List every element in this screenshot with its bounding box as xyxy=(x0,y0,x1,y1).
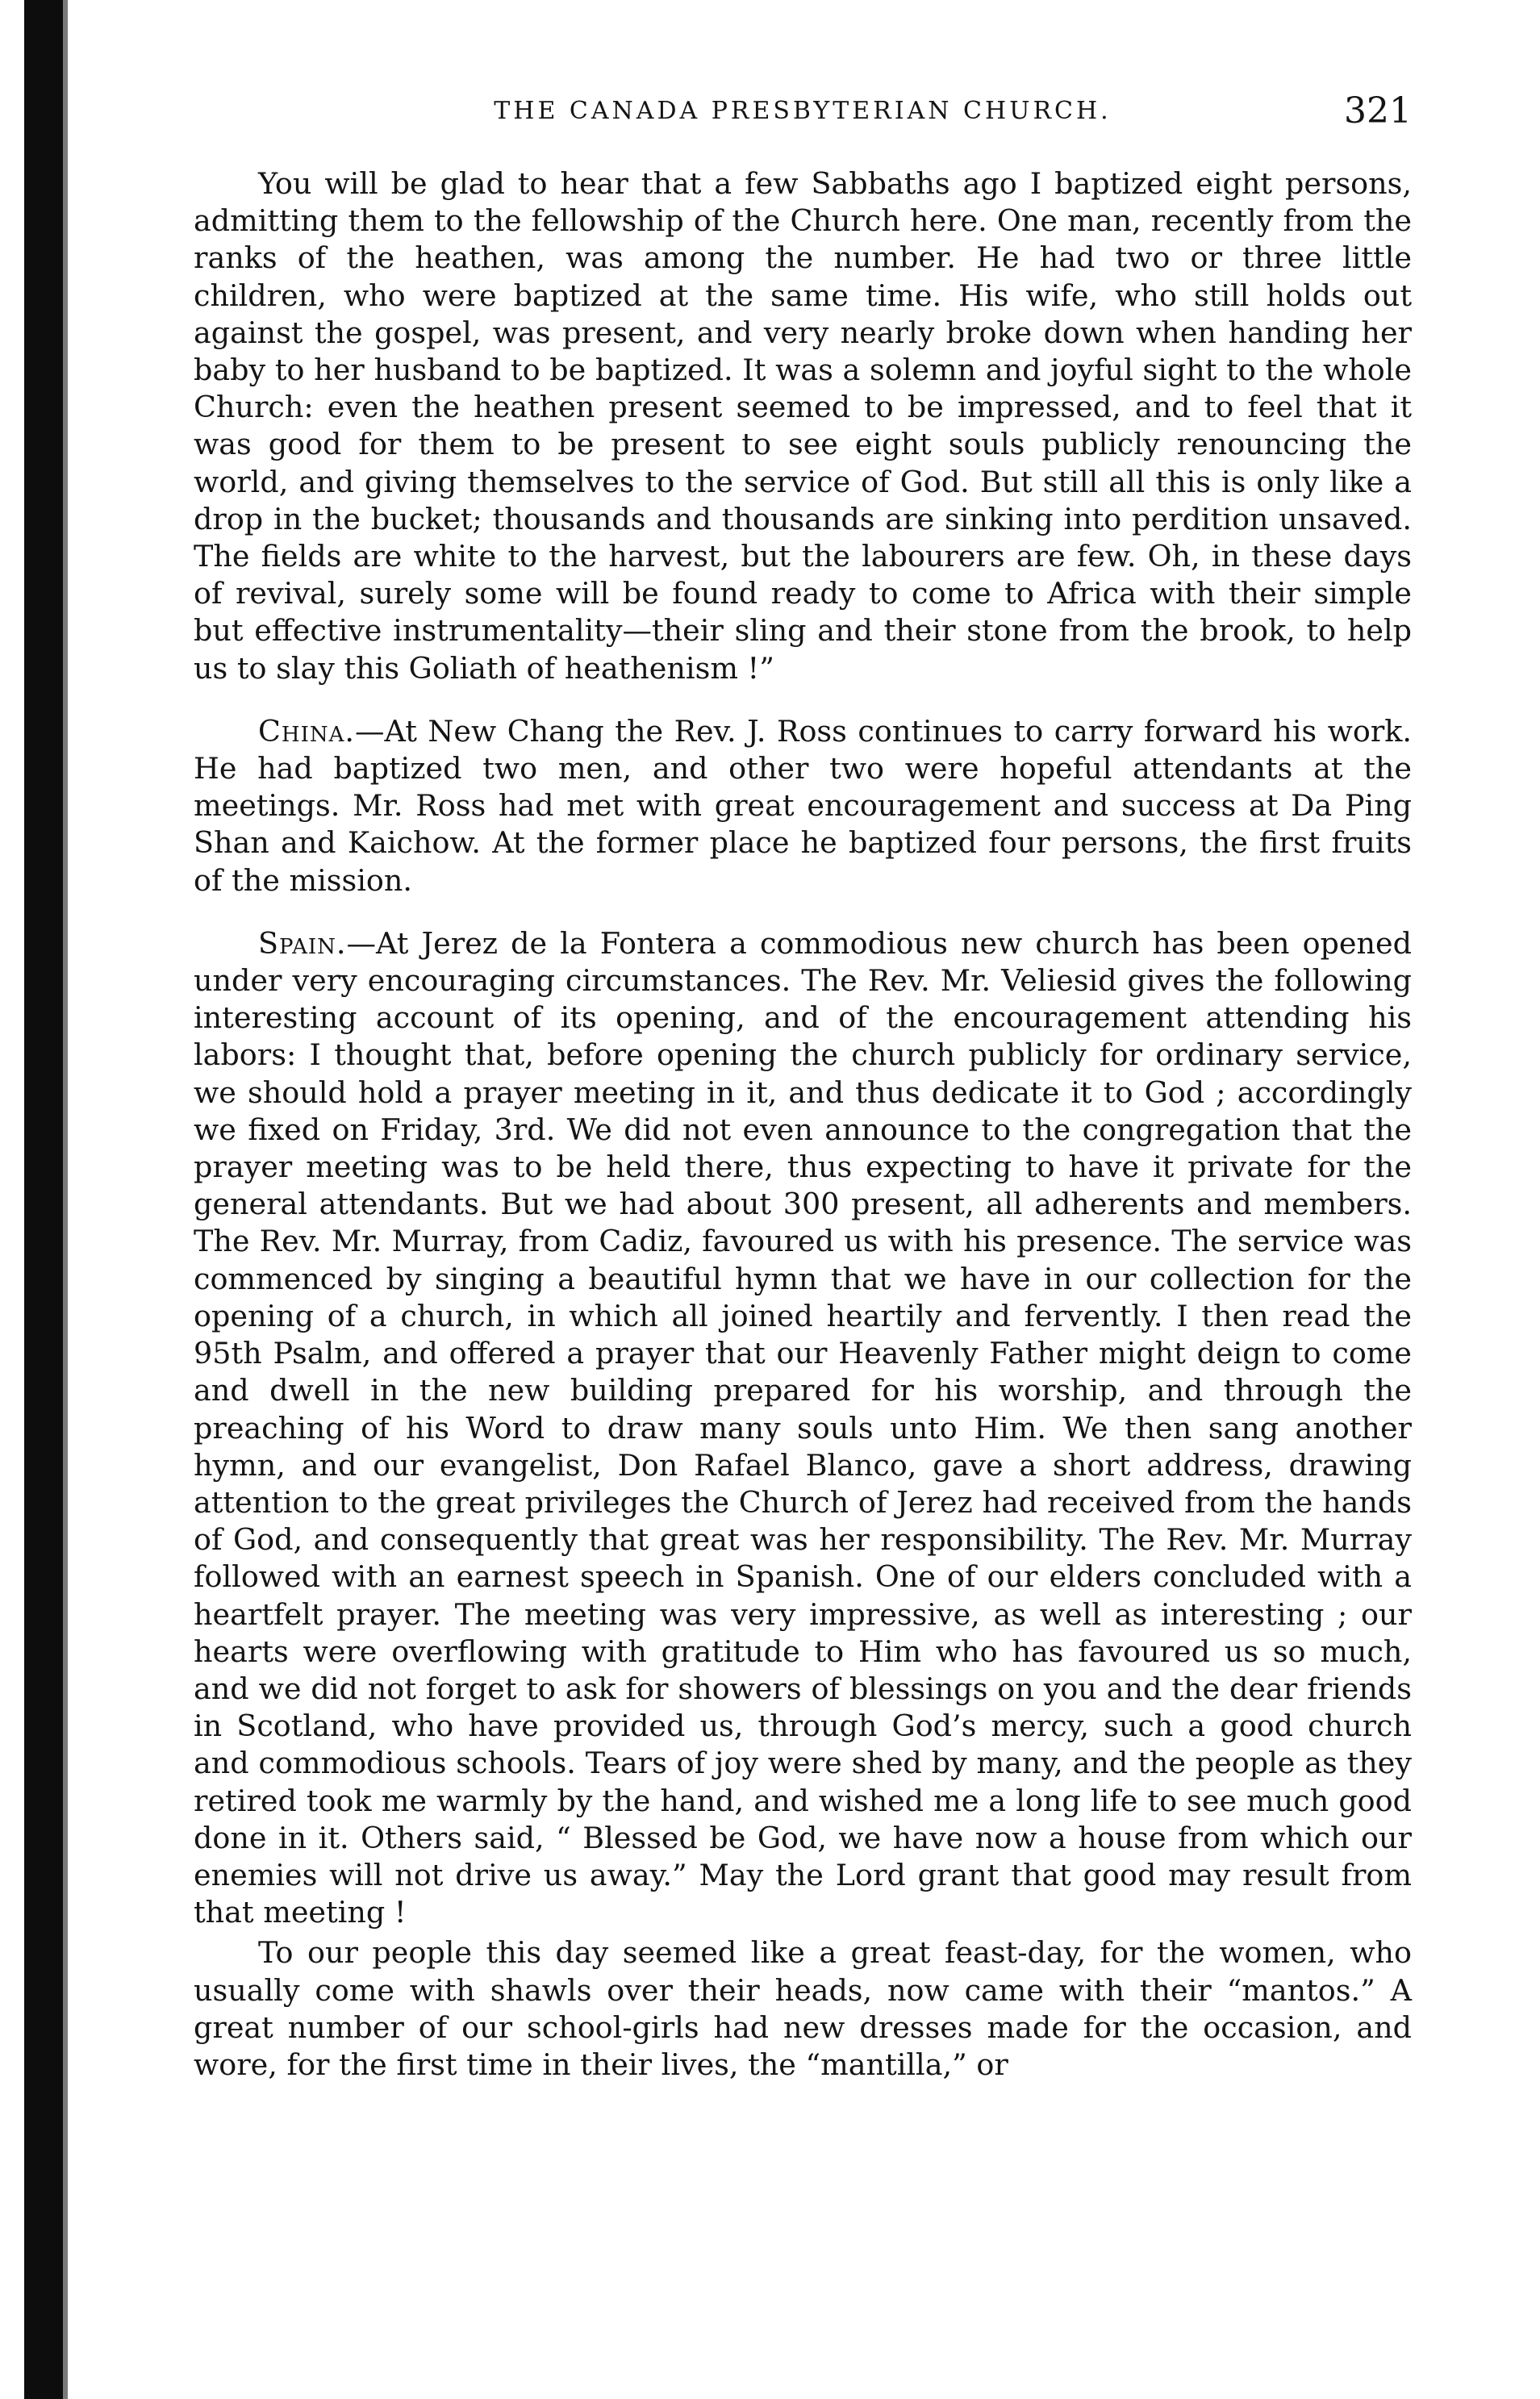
paragraph-feast-day xyxy=(194,1934,1412,2084)
paragraph-china xyxy=(194,713,1412,899)
page-number: 321 xyxy=(1344,90,1412,131)
body-text xyxy=(194,165,1412,2084)
section-head-spain: Spain. xyxy=(258,925,347,961)
book-spine-edge xyxy=(63,0,68,2399)
paragraph-africa-letter xyxy=(194,165,1412,687)
page-header xyxy=(194,90,1412,139)
paragraph-spain xyxy=(194,925,1412,1931)
paragraph-text: You will be glad to hear that a few Sabbaths ago I baptized eight persons, admitting them to the fellowship of the Church here. One man, recently from the ranks of the heathen, was among the number. He had two or three little children, who were baptized at the same time. His wife, who still holds out against the gospel, was present, and very nearly broke down when handing her baby to her husband to be baptized. It was a solemn and joyful sight to the whole Church: even the heathen present seemed to be impressed, and to feel that it was good for them to be present to see eight souls publicly renouncing the world, and giving themselves to the service of God. But still all this is only like a drop in the bucket; thousands and thousands are sinking into perdition unsaved. The fields are white to the harvest, but the labourers are few. Oh, in these days of revival, surely some will be found ready to come to Africa with their simple but effective instrumentality—their sling and their stone from the brook, to help us to slay this Goliath of heathenism !” xyxy=(194,166,1412,686)
section-head-china: China. xyxy=(258,713,356,749)
paragraph-text: —At Jerez de la Fontera a commodious new church has been opened under very encouraging circumstances. The Rev. Mr. Veliesid gives the following interesting account of its opening, and of the encouragement attending his labors: I thought that, before opening the church publicly for ordinary service, we should hold a prayer meeting in it, and thus dedicate it to God ; accordingly we fixed on Friday, 3rd. We did not even announce to the congregation that the prayer meeting was to be held there, thus expecting to have it private for the general attendants. But we had about 300 present, all adherents and members. The Rev. Mr. Murray, from Cadiz, favoured us with his presence. The service was commenced by singing a beautiful hymn that we have in our collection for the opening of a church, in which all joined heartily and fervently. I then read the 95th Psalm, and offered a prayer that our Heavenly Father might deign to come and dwell in the new building prepared for his worship, and through the preaching of his Word to draw many souls unto Him. We then sang another hymn, and our evangelist, Don Rafael Blanco, gave a short address, drawing attention to the great privileges the Church of Jerez had received from the hands of God, and consequently that great was her responsibility. The Rev. Mr. Murray followed with an earnest speech in Spanish. One of our elders concluded with a heartfelt prayer. The meeting was very impressive, as well as interesting ; our hearts were overflowing with gratitude to Him who has favoured us so much, and we did not forget to ask for showers of blessings on you and the dear friends in Scotland, who have provided us, through God’s mercy, such a good church and commodious schools. Tears of joy were shed by many, and the people as they retired took me warmly by the hand, and wished me a long life to see much good done in it. Others said, “ Blessed be God, we have now a house from which our enemies will not drive us away.” May the Lord grant that good may result from that meeting ! xyxy=(194,925,1412,1930)
paragraph-text: To our people this day seemed like a great feast-day, for the women, who usually come with shawls over their heads, now came with their “mantos.” A great number of our school-girls had new dresses made for the occasion, and wore, for the first time in their lives, the “mantilla,” or xyxy=(194,1935,1412,2082)
running-title: THE CANADA PRESBYTERIAN CHURCH. xyxy=(494,97,1112,125)
paragraph-text: —At New Chang the Rev. J. Ross continues to carry forward his work. He had baptized two men, and other two were hopeful attendants at the meetings. Mr. Ross had met with great encouragement and success at Da Ping Shan and Kaichow. At the former place he baptized four persons, the first fruits of the mission. xyxy=(194,713,1412,898)
book-spine-shadow xyxy=(24,0,63,2399)
